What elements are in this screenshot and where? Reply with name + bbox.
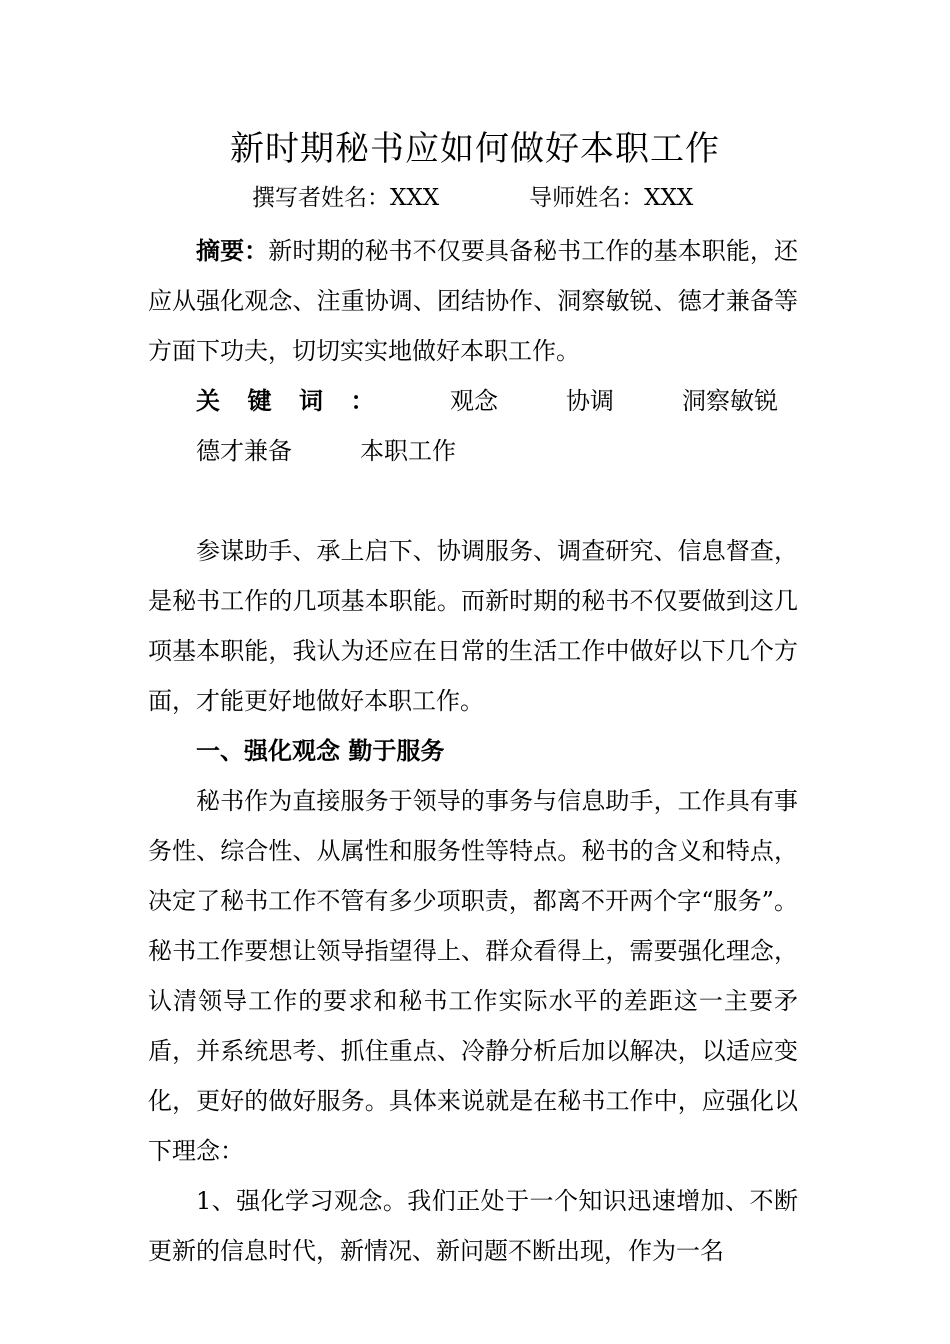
abstract-text: 新时期的秘书不仅要具备秘书工作的基本职能，还应从强化观念、注重协调、团结协作、洞察敏锐、德才兼备等方面下功夫，切切实实地做好本职工作。 <box>148 237 798 365</box>
document-title: 新时期秘书应如何做好本职工作 <box>230 129 720 169</box>
abstract-label: 摘要： <box>196 237 269 265</box>
list-item-paragraph: 1、强化学习观念。我们正处于一个知识迅速增加、不断更新的信息时代，新情况、新问题不断出现，作为一名 <box>148 1187 798 1265</box>
keywords-label: 关键词： <box>196 387 402 415</box>
keyword-term: 观念 <box>450 387 498 415</box>
writer-name: XXX <box>390 185 440 211</box>
keywords-paragraph <box>148 376 798 476</box>
advisor-name: XXX <box>644 185 694 211</box>
keyword-term: 协调 <box>566 387 614 415</box>
author-line <box>252 178 693 218</box>
document-body <box>148 226 798 1276</box>
abstract-paragraph <box>148 226 798 376</box>
section-paragraph: 秘书作为直接服务于领导的事务与信息助手，工作具有事务性、综合性、从属性和服务性等特点。秘书的含义和特点，决定了秘书工作不管有多少项职责，都离不开两个字“服务”。秘书工作要想让领导指望得上、群众看得上，需要强化理念，认清领导工作的要求和秘书工作实际水平的差距这一主要矛盾，并系统思考、抓住重点、冷静分析后加以解决，以适应变化，更好的做好服务。具体来说就是在秘书工作中，应强化以下理念： <box>148 787 798 1165</box>
keyword-term: 本职工作 <box>360 437 456 465</box>
writer-label: 撰写者姓名： <box>252 185 390 211</box>
keyword-term: 德才兼备 <box>196 437 292 465</box>
blank-line <box>148 476 798 526</box>
intro-paragraph: 参谋助手、承上启下、协调服务、调查研究、信息督查，是秘书工作的几项基本职能。而新时期的秘书不仅要做到这几项基本职能，我认为还应在日常的生活工作中做好以下几个方面，才能更好地做好本职工作。 <box>148 537 798 715</box>
advisor-label: 导师姓名： <box>529 185 645 211</box>
keyword-term: 洞察敏锐 <box>682 387 778 415</box>
section-heading: 一、强化观念 勤于服务 <box>196 737 445 765</box>
